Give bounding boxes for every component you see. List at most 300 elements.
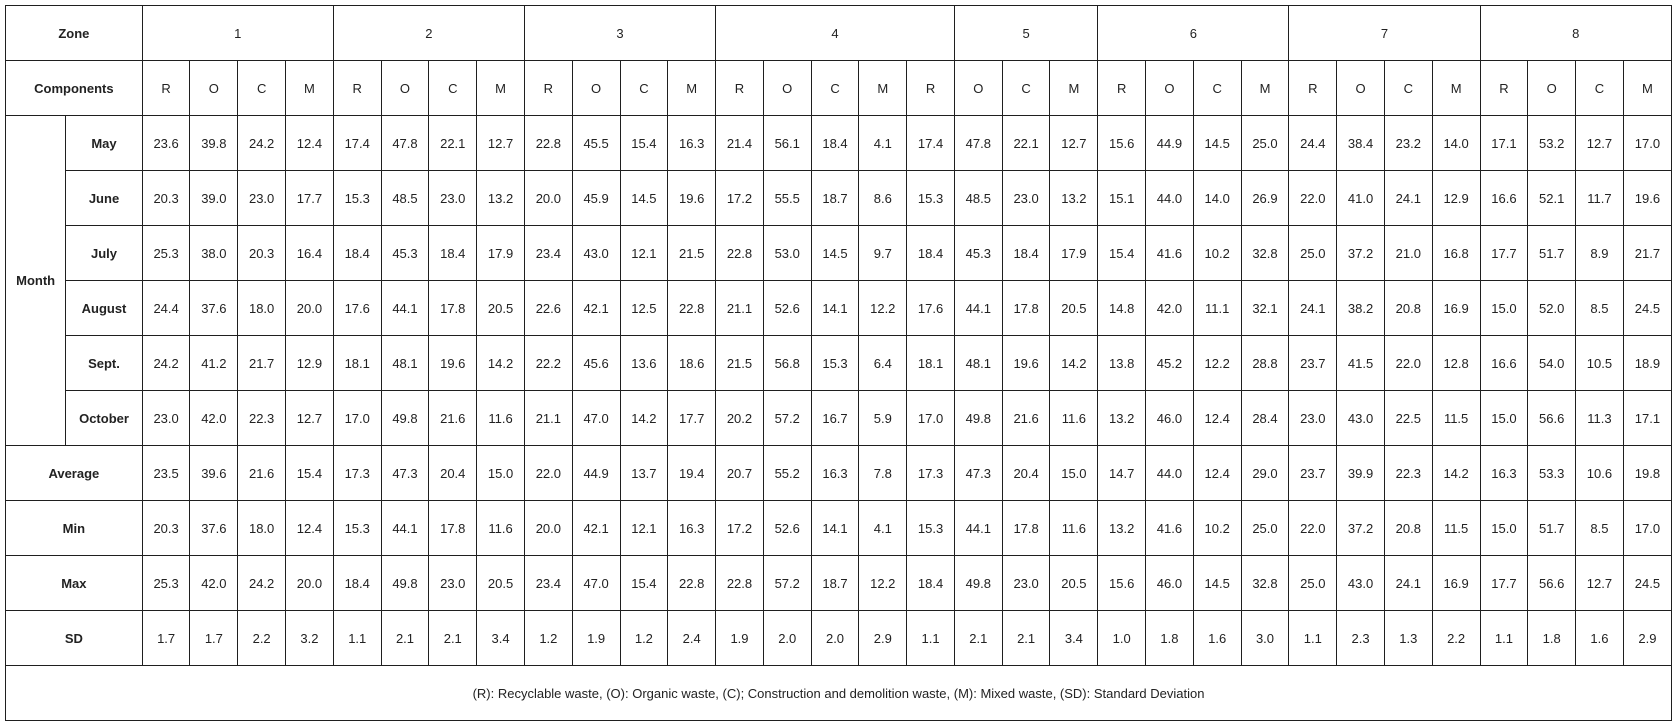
value-cell: 20.3 xyxy=(142,171,190,226)
stat-value-cell: 16.3 xyxy=(1480,446,1528,501)
month-row xyxy=(6,226,1672,281)
stat-value-cell: 24.5 xyxy=(1623,556,1671,611)
stat-value-cell: 2.0 xyxy=(811,611,859,666)
stat-value-cell: 17.8 xyxy=(1002,501,1050,556)
value-cell: 17.4 xyxy=(333,116,381,171)
value-cell: 17.0 xyxy=(907,391,955,446)
value-cell: 22.1 xyxy=(1002,116,1050,171)
value-cell: 12.7 xyxy=(1576,116,1624,171)
value-cell: 18.1 xyxy=(333,336,381,391)
value-cell: 22.5 xyxy=(1384,391,1432,446)
stat-value-cell: 16.9 xyxy=(1432,556,1480,611)
value-cell: 24.1 xyxy=(1384,171,1432,226)
stat-value-cell: 23.7 xyxy=(1289,446,1337,501)
stat-value-cell: 49.8 xyxy=(381,556,429,611)
value-cell: 32.1 xyxy=(1241,281,1289,336)
value-cell: 38.0 xyxy=(190,226,238,281)
value-cell: 21.4 xyxy=(716,116,764,171)
value-cell: 22.2 xyxy=(524,336,572,391)
value-cell: 14.8 xyxy=(1098,281,1146,336)
value-cell: 28.8 xyxy=(1241,336,1289,391)
stat-value-cell: 1.1 xyxy=(1289,611,1337,666)
value-cell: 14.0 xyxy=(1432,116,1480,171)
value-cell: 10.2 xyxy=(1193,226,1241,281)
value-cell: 12.4 xyxy=(1193,391,1241,446)
stat-value-cell: 1.8 xyxy=(1528,611,1576,666)
value-cell: 19.6 xyxy=(1002,336,1050,391)
month-name: June xyxy=(66,171,142,226)
value-cell: 17.7 xyxy=(668,391,716,446)
stat-value-cell: 13.7 xyxy=(620,446,668,501)
stat-value-cell: 19.8 xyxy=(1623,446,1671,501)
stat-value-cell: 17.7 xyxy=(1480,556,1528,611)
value-cell: 42.0 xyxy=(190,391,238,446)
stat-value-cell: 55.2 xyxy=(763,446,811,501)
value-cell: 48.5 xyxy=(954,171,1002,226)
stat-value-cell: 2.4 xyxy=(668,611,716,666)
stat-value-cell: 12.1 xyxy=(620,501,668,556)
stat-value-cell: 56.6 xyxy=(1528,556,1576,611)
value-cell: 17.6 xyxy=(907,281,955,336)
value-cell: 16.9 xyxy=(1432,281,1480,336)
stat-value-cell: 2.1 xyxy=(954,611,1002,666)
stat-value-cell: 2.9 xyxy=(859,611,907,666)
stat-value-cell: 14.2 xyxy=(1432,446,1480,501)
stat-value-cell: 3.2 xyxy=(286,611,334,666)
value-cell: 12.5 xyxy=(620,281,668,336)
stat-value-cell: 11.6 xyxy=(1050,501,1098,556)
value-cell: 15.4 xyxy=(1098,226,1146,281)
value-cell: 25.3 xyxy=(142,226,190,281)
stat-value-cell: 17.3 xyxy=(907,446,955,501)
value-cell: 14.2 xyxy=(620,391,668,446)
value-cell: 17.8 xyxy=(429,281,477,336)
zone-header-6: 6 xyxy=(1098,6,1289,61)
value-cell: 17.6 xyxy=(333,281,381,336)
stat-value-cell: 22.3 xyxy=(1384,446,1432,501)
value-cell: 54.0 xyxy=(1528,336,1576,391)
stat-value-cell: 42.1 xyxy=(572,501,620,556)
stat-value-cell: 24.1 xyxy=(1384,556,1432,611)
value-cell: 44.9 xyxy=(1146,116,1194,171)
month-row xyxy=(6,391,1672,446)
zone-header-7: 7 xyxy=(1289,6,1480,61)
value-cell: 18.0 xyxy=(238,281,286,336)
value-cell: 14.0 xyxy=(1193,171,1241,226)
value-cell: 23.0 xyxy=(1289,391,1337,446)
value-cell: 52.0 xyxy=(1528,281,1576,336)
value-cell: 17.0 xyxy=(333,391,381,446)
stat-value-cell: 16.3 xyxy=(811,446,859,501)
stat-value-cell: 2.2 xyxy=(1432,611,1480,666)
zone-header-1: 1 xyxy=(142,6,333,61)
stat-value-cell: 44.9 xyxy=(572,446,620,501)
value-cell: 18.6 xyxy=(668,336,716,391)
stat-value-cell: 53.3 xyxy=(1528,446,1576,501)
value-cell: 10.5 xyxy=(1576,336,1624,391)
value-cell: 20.5 xyxy=(477,281,525,336)
stat-value-cell: 20.5 xyxy=(477,556,525,611)
value-cell: 45.2 xyxy=(1146,336,1194,391)
month-name: August xyxy=(66,281,142,336)
value-cell: 17.1 xyxy=(1480,116,1528,171)
value-cell: 47.8 xyxy=(381,116,429,171)
month-name: October xyxy=(66,391,142,446)
month-label: Month xyxy=(6,116,66,446)
value-cell: 15.3 xyxy=(811,336,859,391)
value-cell: 25.0 xyxy=(1289,226,1337,281)
value-cell: 22.0 xyxy=(1289,171,1337,226)
zone-header-8: 8 xyxy=(1480,6,1671,61)
value-cell: 23.4 xyxy=(524,226,572,281)
component-header-o: O xyxy=(1528,61,1576,116)
value-cell: 38.4 xyxy=(1337,116,1385,171)
component-header-c: C xyxy=(811,61,859,116)
value-cell: 15.4 xyxy=(620,116,668,171)
value-cell: 44.1 xyxy=(381,281,429,336)
value-cell: 17.9 xyxy=(477,226,525,281)
value-cell: 26.9 xyxy=(1241,171,1289,226)
value-cell: 11.3 xyxy=(1576,391,1624,446)
value-cell: 23.0 xyxy=(142,391,190,446)
stat-value-cell: 1.7 xyxy=(190,611,238,666)
stat-value-cell: 24.2 xyxy=(238,556,286,611)
components-header-row xyxy=(6,61,1672,116)
stat-value-cell: 46.0 xyxy=(1146,556,1194,611)
value-cell: 47.0 xyxy=(572,391,620,446)
stat-value-cell: 15.0 xyxy=(1050,446,1098,501)
stat-value-cell: 52.6 xyxy=(763,501,811,556)
stat-value-cell: 20.8 xyxy=(1384,501,1432,556)
value-cell: 8.5 xyxy=(1576,281,1624,336)
value-cell: 38.2 xyxy=(1337,281,1385,336)
value-cell: 14.5 xyxy=(620,171,668,226)
value-cell: 20.0 xyxy=(286,281,334,336)
value-cell: 18.4 xyxy=(333,226,381,281)
stat-value-cell: 37.2 xyxy=(1337,501,1385,556)
value-cell: 49.8 xyxy=(381,391,429,446)
stat-value-cell: 3.4 xyxy=(477,611,525,666)
stat-value-cell: 2.1 xyxy=(429,611,477,666)
value-cell: 21.7 xyxy=(1623,226,1671,281)
value-cell: 13.6 xyxy=(620,336,668,391)
stat-value-cell: 44.1 xyxy=(381,501,429,556)
value-cell: 12.7 xyxy=(286,391,334,446)
month-name: Sept. xyxy=(66,336,142,391)
component-header-r: R xyxy=(333,61,381,116)
stat-value-cell: 10.6 xyxy=(1576,446,1624,501)
component-header-o: O xyxy=(1146,61,1194,116)
value-cell: 24.5 xyxy=(1623,281,1671,336)
stat-label: Average xyxy=(6,446,143,501)
value-cell: 43.0 xyxy=(1337,391,1385,446)
stat-label: Max xyxy=(6,556,143,611)
value-cell: 13.2 xyxy=(477,171,525,226)
component-header-r: R xyxy=(142,61,190,116)
stat-value-cell: 1.1 xyxy=(333,611,381,666)
value-cell: 4.1 xyxy=(859,116,907,171)
stat-value-cell: 39.9 xyxy=(1337,446,1385,501)
month-row xyxy=(6,116,1672,171)
stat-value-cell: 18.0 xyxy=(238,501,286,556)
value-cell: 18.4 xyxy=(429,226,477,281)
value-cell: 21.7 xyxy=(238,336,286,391)
stat-value-cell: 29.0 xyxy=(1241,446,1289,501)
value-cell: 48.1 xyxy=(381,336,429,391)
value-cell: 56.6 xyxy=(1528,391,1576,446)
value-cell: 12.2 xyxy=(1193,336,1241,391)
component-header-m: M xyxy=(1050,61,1098,116)
value-cell: 48.5 xyxy=(381,171,429,226)
stat-value-cell: 23.4 xyxy=(524,556,572,611)
stat-value-cell: 44.1 xyxy=(954,501,1002,556)
value-cell: 13.2 xyxy=(1098,391,1146,446)
stat-value-cell: 20.0 xyxy=(524,501,572,556)
value-cell: 52.1 xyxy=(1528,171,1576,226)
stat-value-cell: 20.3 xyxy=(142,501,190,556)
value-cell: 22.1 xyxy=(429,116,477,171)
value-cell: 20.2 xyxy=(716,391,764,446)
value-cell: 11.7 xyxy=(1576,171,1624,226)
stat-value-cell: 1.1 xyxy=(907,611,955,666)
stat-value-cell: 49.8 xyxy=(954,556,1002,611)
value-cell: 11.6 xyxy=(477,391,525,446)
value-cell: 22.3 xyxy=(238,391,286,446)
value-cell: 41.2 xyxy=(190,336,238,391)
stat-value-cell: 10.2 xyxy=(1193,501,1241,556)
value-cell: 23.2 xyxy=(1384,116,1432,171)
stat-value-cell: 4.1 xyxy=(859,501,907,556)
stat-value-cell: 1.1 xyxy=(1480,611,1528,666)
stat-value-cell: 17.3 xyxy=(333,446,381,501)
value-cell: 24.1 xyxy=(1289,281,1337,336)
stat-value-cell: 17.0 xyxy=(1623,501,1671,556)
value-cell: 11.1 xyxy=(1193,281,1241,336)
value-cell: 11.5 xyxy=(1432,391,1480,446)
value-cell: 17.7 xyxy=(1480,226,1528,281)
stat-value-cell: 3.0 xyxy=(1241,611,1289,666)
stat-value-cell: 14.1 xyxy=(811,501,859,556)
value-cell: 52.6 xyxy=(763,281,811,336)
value-cell: 21.6 xyxy=(1002,391,1050,446)
value-cell: 21.1 xyxy=(524,391,572,446)
value-cell: 17.1 xyxy=(1623,391,1671,446)
value-cell: 14.5 xyxy=(1193,116,1241,171)
stat-value-cell: 1.6 xyxy=(1576,611,1624,666)
value-cell: 19.6 xyxy=(1623,171,1671,226)
month-name: July xyxy=(66,226,142,281)
value-cell: 12.4 xyxy=(286,116,334,171)
component-header-c: C xyxy=(1576,61,1624,116)
value-cell: 28.4 xyxy=(1241,391,1289,446)
value-cell: 41.6 xyxy=(1146,226,1194,281)
footnote: (R): Recyclable waste, (O): Organic waste, (C); Construction and demolition waste, (M): Mixed waste, (SD): Standard Deviation xyxy=(6,666,1672,721)
stat-value-cell: 12.4 xyxy=(1193,446,1241,501)
value-cell: 24.2 xyxy=(238,116,286,171)
stat-value-cell: 19.4 xyxy=(668,446,716,501)
component-header-r: R xyxy=(524,61,572,116)
stat-row xyxy=(6,556,1672,611)
value-cell: 15.6 xyxy=(1098,116,1146,171)
value-cell: 56.1 xyxy=(763,116,811,171)
value-cell: 48.1 xyxy=(954,336,1002,391)
value-cell: 37.6 xyxy=(190,281,238,336)
value-cell: 16.6 xyxy=(1480,171,1528,226)
stat-value-cell: 14.7 xyxy=(1098,446,1146,501)
value-cell: 18.4 xyxy=(1002,226,1050,281)
value-cell: 23.0 xyxy=(1002,171,1050,226)
stat-value-cell: 2.2 xyxy=(238,611,286,666)
component-header-o: O xyxy=(572,61,620,116)
stat-row xyxy=(6,446,1672,501)
value-cell: 44.1 xyxy=(954,281,1002,336)
value-cell: 18.4 xyxy=(907,226,955,281)
component-header-m: M xyxy=(1241,61,1289,116)
value-cell: 15.3 xyxy=(333,171,381,226)
value-cell: 22.0 xyxy=(1384,336,1432,391)
value-cell: 15.1 xyxy=(1098,171,1146,226)
value-cell: 22.8 xyxy=(668,281,716,336)
value-cell: 45.9 xyxy=(572,171,620,226)
value-cell: 56.8 xyxy=(763,336,811,391)
stat-value-cell: 57.2 xyxy=(763,556,811,611)
value-cell: 39.0 xyxy=(190,171,238,226)
footnote-row xyxy=(6,666,1672,721)
zone-header-row xyxy=(6,6,1672,61)
value-cell: 17.9 xyxy=(1050,226,1098,281)
stat-value-cell: 15.4 xyxy=(286,446,334,501)
component-header-o: O xyxy=(763,61,811,116)
value-cell: 14.1 xyxy=(811,281,859,336)
stat-value-cell: 15.0 xyxy=(477,446,525,501)
value-cell: 21.5 xyxy=(716,336,764,391)
stat-value-cell: 20.7 xyxy=(716,446,764,501)
stat-row xyxy=(6,501,1672,556)
stat-value-cell: 1.2 xyxy=(524,611,572,666)
month-row xyxy=(6,171,1672,226)
stat-value-cell: 47.0 xyxy=(572,556,620,611)
stat-value-cell: 15.3 xyxy=(907,501,955,556)
value-cell: 12.8 xyxy=(1432,336,1480,391)
stat-value-cell: 42.0 xyxy=(190,556,238,611)
component-header-c: C xyxy=(620,61,668,116)
value-cell: 44.0 xyxy=(1146,171,1194,226)
stat-value-cell: 22.8 xyxy=(716,556,764,611)
component-header-r: R xyxy=(907,61,955,116)
stat-value-cell: 15.3 xyxy=(333,501,381,556)
stat-value-cell: 17.8 xyxy=(429,501,477,556)
zone-header-2: 2 xyxy=(333,6,524,61)
value-cell: 14.5 xyxy=(811,226,859,281)
stat-value-cell: 1.9 xyxy=(572,611,620,666)
value-cell: 45.3 xyxy=(954,226,1002,281)
components-label: Components xyxy=(6,61,143,116)
value-cell: 21.5 xyxy=(668,226,716,281)
stat-value-cell: 12.4 xyxy=(286,501,334,556)
stat-value-cell: 25.0 xyxy=(1241,501,1289,556)
stat-value-cell: 25.3 xyxy=(142,556,190,611)
stat-value-cell: 15.4 xyxy=(620,556,668,611)
stat-value-cell: 18.4 xyxy=(907,556,955,611)
value-cell: 20.5 xyxy=(1050,281,1098,336)
value-cell: 21.0 xyxy=(1384,226,1432,281)
stat-value-cell: 2.3 xyxy=(1337,611,1385,666)
stat-value-cell: 25.0 xyxy=(1289,556,1337,611)
value-cell: 23.7 xyxy=(1289,336,1337,391)
value-cell: 42.1 xyxy=(572,281,620,336)
stat-value-cell: 20.4 xyxy=(1002,446,1050,501)
component-header-m: M xyxy=(668,61,716,116)
component-header-r: R xyxy=(1289,61,1337,116)
value-cell: 19.6 xyxy=(668,171,716,226)
component-header-o: O xyxy=(1337,61,1385,116)
component-header-o: O xyxy=(954,61,1002,116)
stat-label: Min xyxy=(6,501,143,556)
value-cell: 12.9 xyxy=(1432,171,1480,226)
value-cell: 22.8 xyxy=(716,226,764,281)
value-cell: 13.2 xyxy=(1050,171,1098,226)
component-header-o: O xyxy=(190,61,238,116)
month-row xyxy=(6,336,1672,391)
value-cell: 25.0 xyxy=(1241,116,1289,171)
stat-value-cell: 17.2 xyxy=(716,501,764,556)
stat-value-cell: 18.7 xyxy=(811,556,859,611)
value-cell: 8.9 xyxy=(1576,226,1624,281)
value-cell: 45.3 xyxy=(381,226,429,281)
value-cell: 39.8 xyxy=(190,116,238,171)
value-cell: 23.0 xyxy=(429,171,477,226)
value-cell: 32.8 xyxy=(1241,226,1289,281)
stat-value-cell: 1.3 xyxy=(1384,611,1432,666)
stat-value-cell: 22.0 xyxy=(1289,501,1337,556)
stat-value-cell: 37.6 xyxy=(190,501,238,556)
stat-value-cell: 13.2 xyxy=(1098,501,1146,556)
component-header-r: R xyxy=(716,61,764,116)
component-header-m: M xyxy=(1432,61,1480,116)
component-header-m: M xyxy=(859,61,907,116)
stat-value-cell: 47.3 xyxy=(954,446,1002,501)
value-cell: 19.6 xyxy=(429,336,477,391)
value-cell: 18.4 xyxy=(811,116,859,171)
value-cell: 15.0 xyxy=(1480,281,1528,336)
value-cell: 47.8 xyxy=(954,116,1002,171)
zone-header-5: 5 xyxy=(954,6,1097,61)
stat-value-cell: 16.3 xyxy=(668,501,716,556)
stat-value-cell: 41.6 xyxy=(1146,501,1194,556)
value-cell: 18.7 xyxy=(811,171,859,226)
stat-value-cell: 44.0 xyxy=(1146,446,1194,501)
value-cell: 16.4 xyxy=(286,226,334,281)
value-cell: 12.9 xyxy=(286,336,334,391)
stat-value-cell: 1.6 xyxy=(1193,611,1241,666)
value-cell: 46.0 xyxy=(1146,391,1194,446)
value-cell: 12.2 xyxy=(859,281,907,336)
component-header-r: R xyxy=(1480,61,1528,116)
stat-value-cell: 2.1 xyxy=(381,611,429,666)
stat-value-cell: 22.8 xyxy=(668,556,716,611)
stat-value-cell: 23.5 xyxy=(142,446,190,501)
component-header-c: C xyxy=(429,61,477,116)
value-cell: 13.8 xyxy=(1098,336,1146,391)
stat-value-cell: 1.7 xyxy=(142,611,190,666)
value-cell: 12.7 xyxy=(1050,116,1098,171)
component-header-c: C xyxy=(1384,61,1432,116)
stat-value-cell: 15.6 xyxy=(1098,556,1146,611)
zone-header-4: 4 xyxy=(716,6,955,61)
value-cell: 5.9 xyxy=(859,391,907,446)
value-cell: 11.6 xyxy=(1050,391,1098,446)
value-cell: 57.2 xyxy=(763,391,811,446)
